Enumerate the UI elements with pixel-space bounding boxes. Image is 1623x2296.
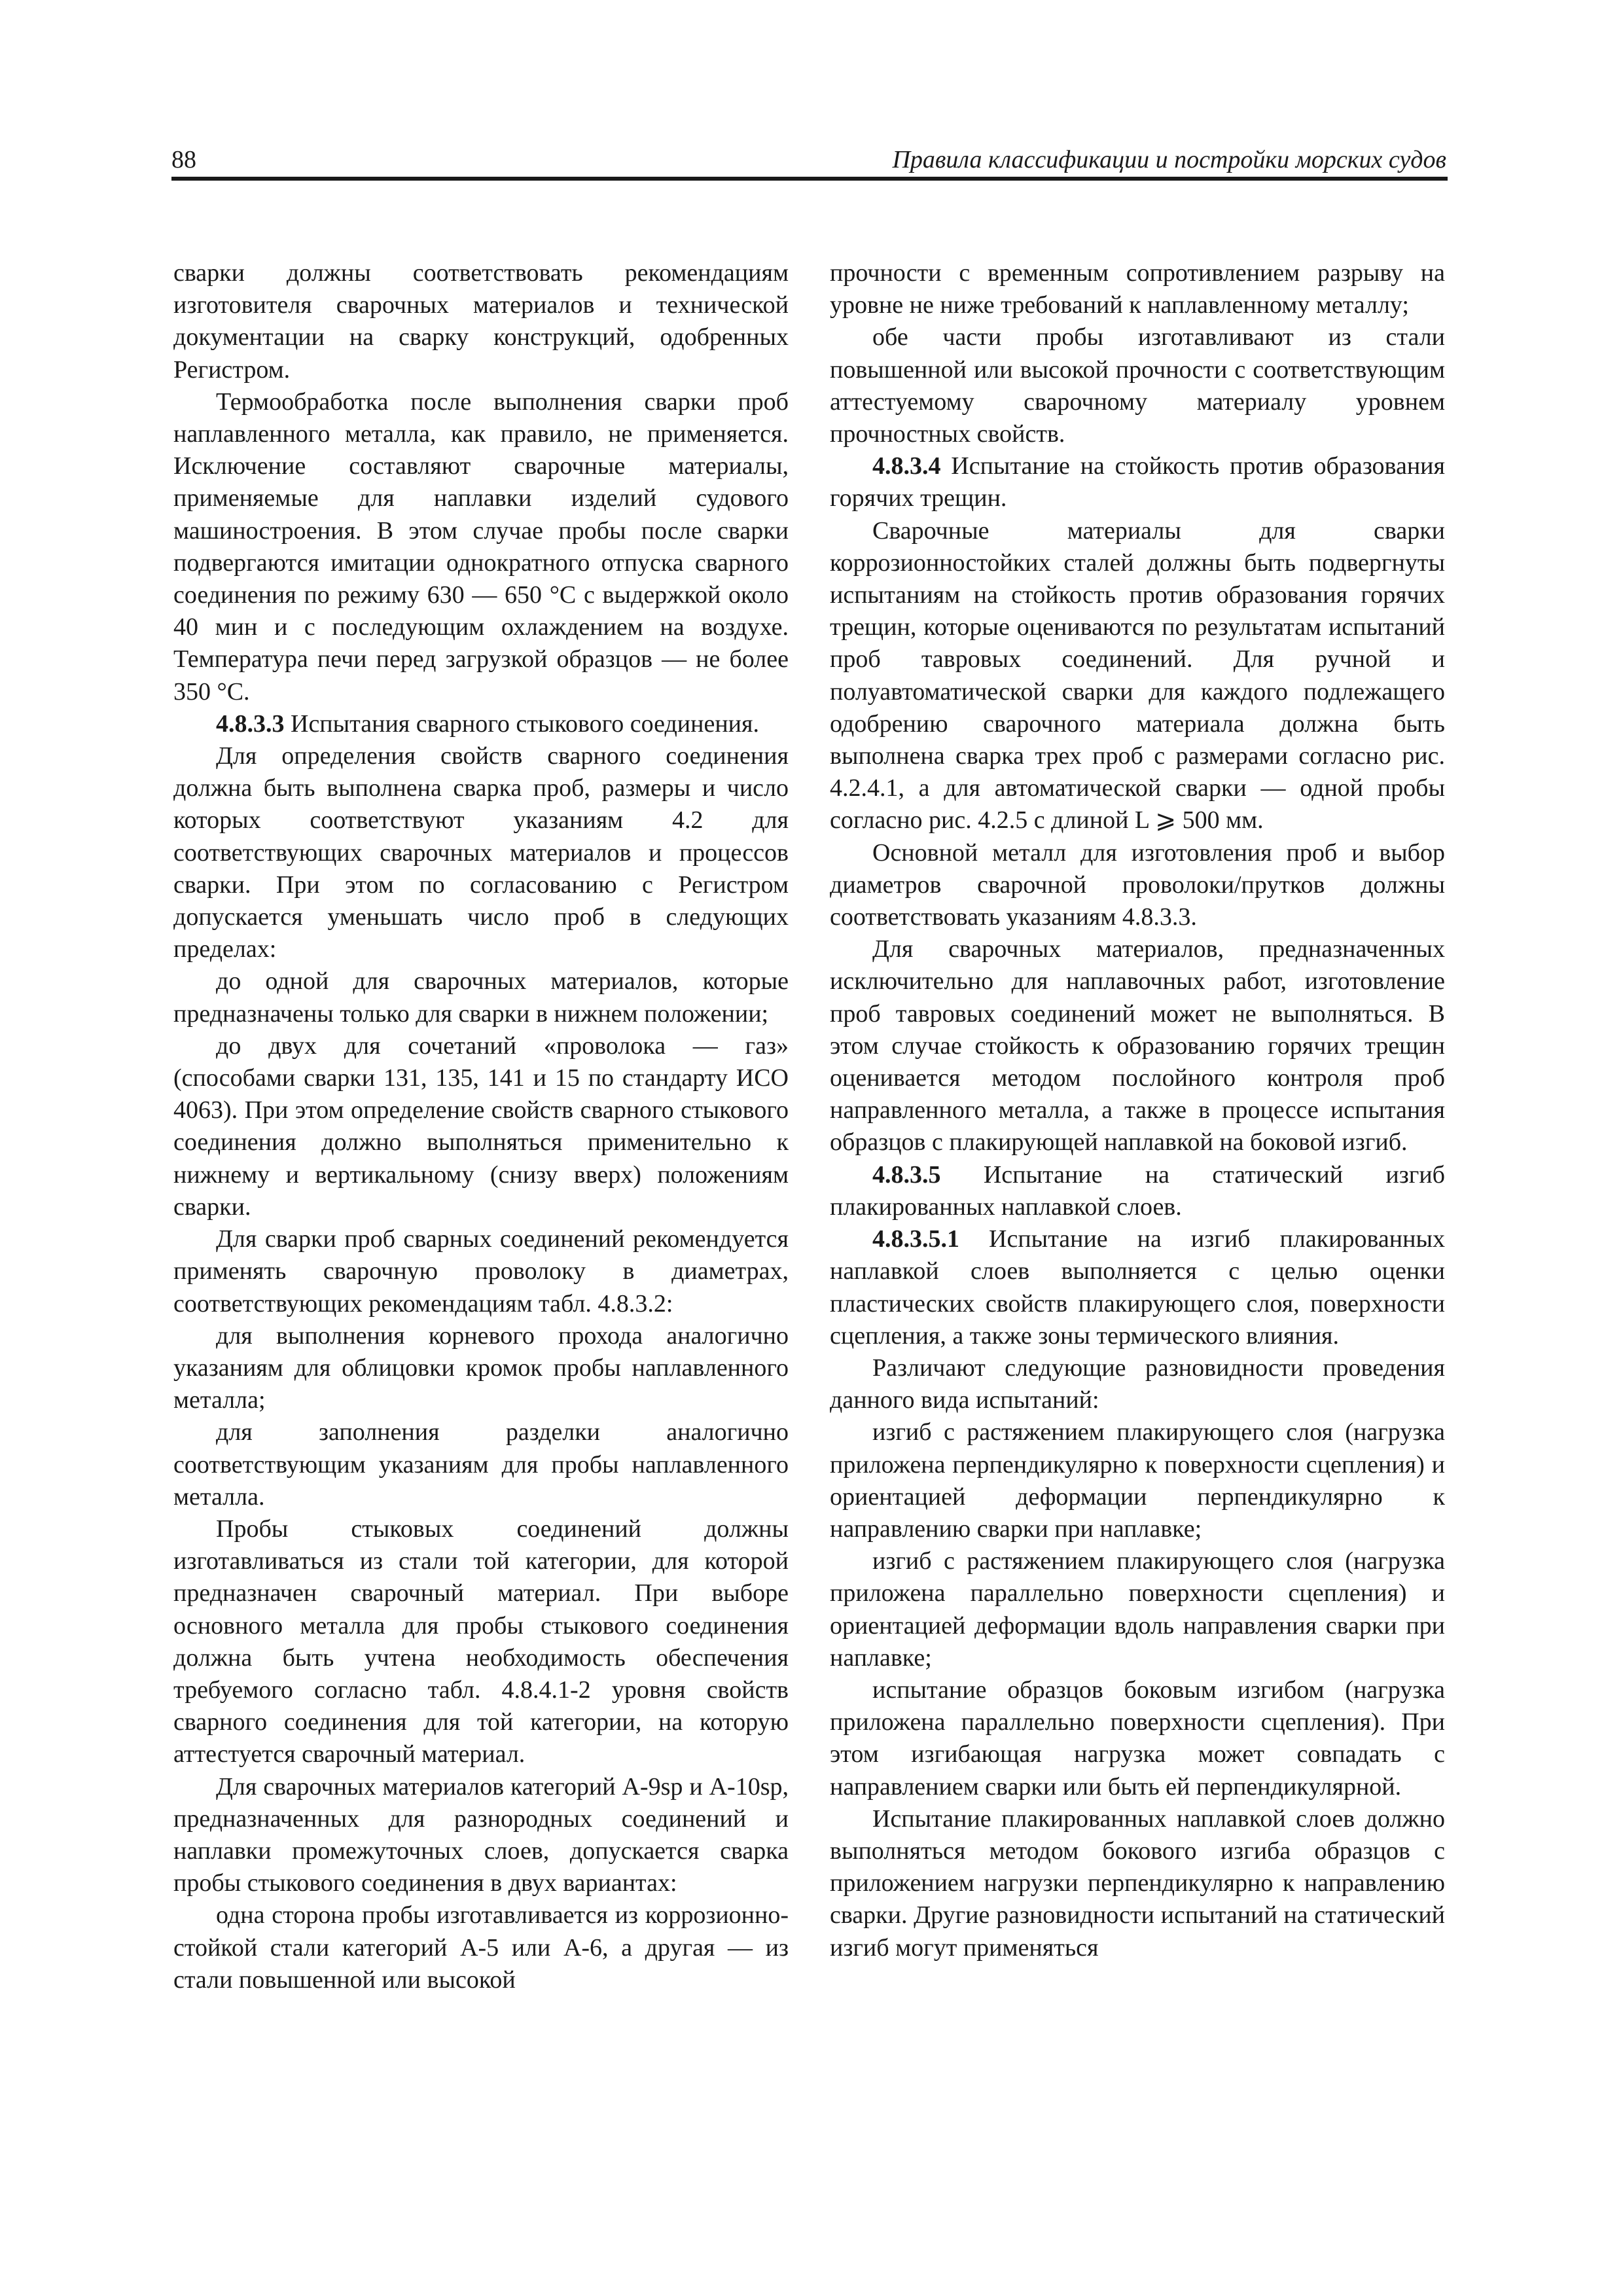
paragraph: [173, 1771, 789, 1900]
right-column: [830, 257, 1445, 1964]
paragraph: [830, 1352, 1445, 1416]
paragraph-text: изгиб с растяжением плакирующего слоя (нагрузка приложена перпендикулярно к поверхности сцепления) и ориентацией деформации перпендикулярно к направлению сварки при наплавке;: [830, 1418, 1445, 1543]
paragraph: [173, 965, 789, 1030]
section-number: 4.8.3.4: [872, 452, 941, 480]
left-column: [173, 257, 789, 1996]
paragraph: [173, 386, 789, 708]
paragraph-text: обе части пробы изготавливают из стали повышенной или высокой прочности с соответствующим аттестуемому сварочному материалу уровнем прочностных свойств.: [830, 323, 1445, 448]
paragraph: [173, 1513, 789, 1771]
paragraph-text: Сварочные материалы для сварки коррозионностойких сталей должны быть подвергнуты испытаниям на стойкость против образования горячих трещин, которые оцениваются по результатам испытаний проб тавровых соединений. Для ручной и полуавтоматической сварки для каждого подлежащего одобрению сварочного материала должна быть выполнена сварка трех проб с размерами согласно рис. 4.2.4.1, а для автоматической сварки — одной пробы согласно рис. 4.2.5 с длиной L ⩾ 500 мм.: [830, 516, 1445, 834]
paragraph: [830, 837, 1445, 934]
paragraph-text: Испытание плакированных наплавкой слоев должно выполняться методом бокового изгиба образцов с приложением нагрузки перпендикулярно к направлению сварки. Другие разновидности испытаний на статический изгиб могут применяться: [830, 1804, 1445, 1962]
paragraph-text: Для определения свойств сварного соединения должна быть выполнена сварка проб, размеры и число которых соответствуют указаниям 4.2 для соответствующих сварочных материалов и процессов сварки. При этом по согласованию с Регистром допускается уменьшать число проб в следующих пределах:: [173, 742, 789, 963]
paragraph-text: Основной металл для изготовления проб и выбор диаметров сварочной проволоки/прутков должны соответствовать указаниям 4.8.3.3.: [830, 838, 1445, 931]
paragraph-text: Для сварочных материалов категорий A-9sp и A-10sp, предназначенных для разнородных соединений и наплавки промежуточных слоев, допускается сварка пробы стыкового соединения в двух вариантах:: [173, 1772, 789, 1897]
paragraph: [173, 1030, 789, 1223]
running-title: Правила классификации и постройки морских судов: [892, 146, 1446, 173]
paragraph-text: одна сторона пробы изготавливается из коррозионно-стойкой стали категорий A-5 или A-6, а другая — из стали повышенной или высокой: [173, 1901, 789, 1994]
paragraph-text: Различают следующие разновидности проведения данного вида испытаний:: [830, 1354, 1445, 1414]
paragraph-text: сварки должны соответствовать рекомендациям изготовителя сварочных материалов и технической документации на сварку конструкций, одобренных Регистром.: [173, 259, 789, 384]
paragraph-text: Пробы стыковых соединений должны изготавливаться из стали той категории, для которой предназначен сварочный материал. При выборе основного металла для пробы стыкового соединения должна быть учтена необходимость обеспечения требуемого согласно табл. 4.8.4.1-2 уровня свойств сварного соединения для той категории, на которую аттестуется сварочный материал.: [173, 1515, 789, 1768]
paragraph-text: Испытание на стойкость против образования горячих трещин.: [830, 452, 1445, 512]
paragraph: [830, 257, 1445, 321]
paragraph: [830, 515, 1445, 837]
paragraph: [173, 740, 789, 965]
paragraph-text: Испытание на изгиб плакированных наплавкой слоев выполняется с целью оценки пластических свойств плакирующего слоя, поверхности сцепления, а также зоны термического влияния.: [830, 1225, 1445, 1350]
paragraph: [830, 450, 1445, 514]
paragraph-text: до двух для сочетаний «проволока — газ» (способами сварки 131, 135, 141 и 15 по стандарту ИСО 4063). При этом определение свойств сварного стыкового соединения должно выполняться применительно к нижнему и вертикальному (снизу вверх) положениям сварки.: [173, 1031, 789, 1221]
paragraph: [830, 1803, 1445, 1964]
section-number: 4.8.3.3: [216, 709, 285, 738]
paragraph: [173, 1416, 789, 1513]
paragraph: [830, 321, 1445, 450]
paragraph-text: Испытания сварного стыкового соединения.: [284, 709, 759, 738]
paragraph: [173, 1320, 789, 1417]
paragraph-text: до одной для сварочных материалов, которые предназначены только для сварки в нижнем положении;: [173, 967, 789, 1028]
section-number: 4.8.3.5: [872, 1160, 941, 1189]
paragraph: [830, 1674, 1445, 1803]
section-number: 4.8.3.5.1: [872, 1225, 959, 1253]
paragraph: [173, 708, 789, 740]
paragraph-text: Термообработка после выполнения сварки проб наплавленного металла, как правило, не применяется. Исключение составляют сварочные материалы, применяемые для наплавки изделий судового машиностроения. В этом случае пробы после сварки подвергаются имитации однократного отпуска сварного соединения по режиму 630 — 650 °C с выдержкой около 40 мин и с последующим охлаждением на воздухе. Температура печи перед загрузкой образцов — не более 350 °C.: [173, 387, 789, 706]
paragraph: [830, 1159, 1445, 1223]
page-header: [171, 145, 1446, 177]
paragraph: [173, 1899, 789, 1996]
paragraph-text: испытание образцов боковым изгибом (нагрузка приложена параллельно поверхности сцепления). При этом изгибающая нагрузка может совпадать с направлением сварки или быть ей перпендикулярной.: [830, 1676, 1445, 1801]
paragraph-text: изгиб с растяжением плакирующего слоя (нагрузка приложена параллельно поверхности сцепления) и ориентацией деформации вдоль направления сварки при наплавке;: [830, 1547, 1445, 1672]
paragraph-text: прочности с временным сопротивлением разрыву на уровне не ниже требований к наплавленному металлу;: [830, 259, 1445, 319]
paragraph: [830, 1416, 1445, 1545]
paragraph: [173, 257, 789, 386]
paragraph: [830, 933, 1445, 1158]
paragraph: [830, 1545, 1445, 1674]
paragraph: [173, 1223, 789, 1320]
paragraph-text: Для сварки проб сварных соединений рекомендуется применять сварочную проволоку в диаметрах, соответствующих рекомендациям табл. 4.8.3.2:: [173, 1225, 789, 1318]
paragraph-text: Для сварочных материалов, предназначенных исключительно для наплавочных работ, изготовление проб тавровых соединений может не выполняться. В этом случае стойкость к образованию горячих трещин оценивается методом послойного контроля проб направленного металла, а также в процессе испытания образцов с плакирующей наплавкой на боковой изгиб.: [830, 935, 1445, 1157]
paragraph-text: для выполнения корневого прохода аналогично указаниям для облицовки кромок пробы наплавленного металла;: [173, 1321, 789, 1414]
paragraph: [830, 1223, 1445, 1352]
paragraph-text: для заполнения разделки аналогично соответствующим указаниям для пробы наплавленного металла.: [173, 1418, 789, 1511]
paragraph-text: Испытание на статический изгиб плакированных наплавкой слоев.: [830, 1160, 1445, 1221]
page-number: 88: [171, 146, 196, 173]
header-rule: [171, 177, 1448, 181]
